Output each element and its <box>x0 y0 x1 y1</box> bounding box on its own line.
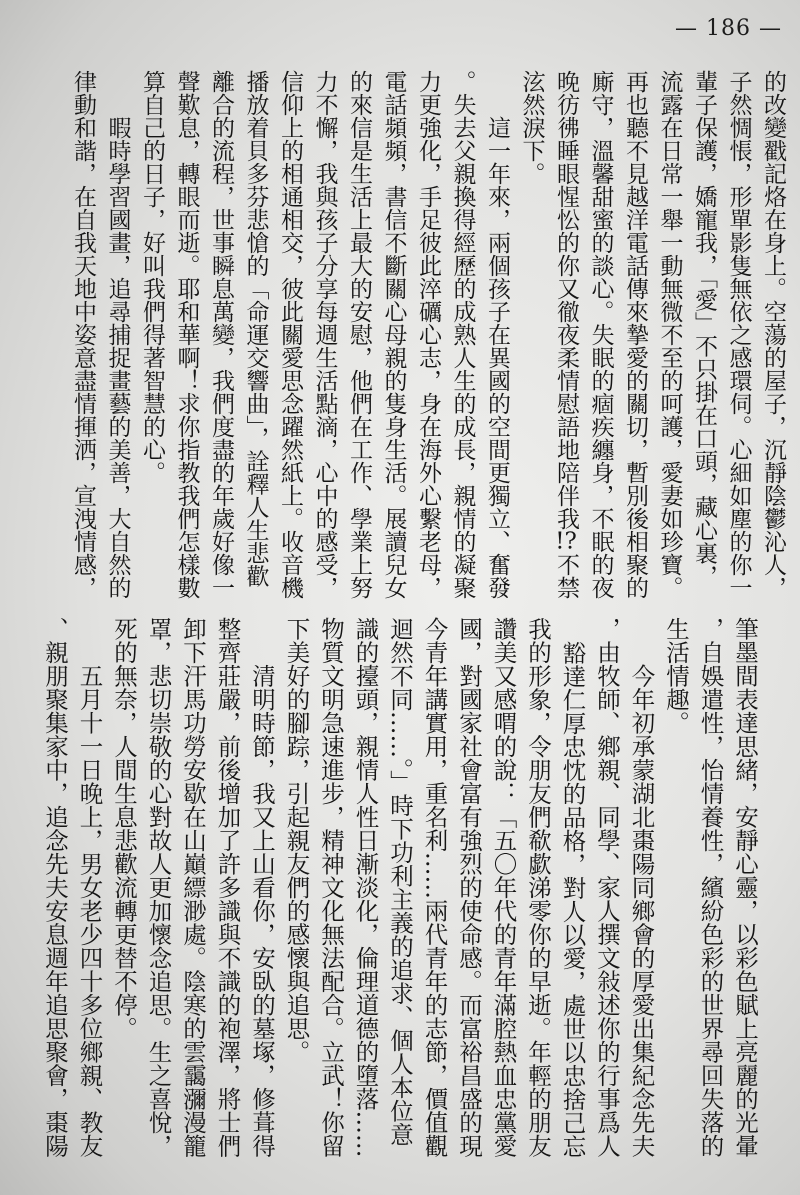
text-column: 力不懈，我與孩子分享每週生活點滴，心中的感受， <box>311 70 338 599</box>
text-column: 今青年講實用，重名利……兩代青年的志節，價值觀 <box>420 617 449 1158</box>
text-column: ，由牧師、鄉親、同學、家人撰文敍述你的行事爲人 <box>593 617 621 1158</box>
text-column: 我的形象，令朋友們欷歔涕零你的早逝。年輕的朋友 <box>524 617 552 1158</box>
text-column: 下美好的腳踪，引起親友們的感懷與追思。 <box>282 617 311 1064</box>
text-column: 識的擡頭，親情人性日漸淡化，倫理道德的墮落…… <box>351 617 380 1158</box>
page-number: — 186 — <box>675 16 782 41</box>
text-column: 死的無奈，人間生息悲歡流轉更替不停。 <box>110 617 138 1040</box>
text-segment: 不禁 <box>553 553 579 599</box>
text-column: 信仰上的相通相交，彼此關愛思念躍然紙上。收音機 <box>277 70 303 599</box>
text-column: 播放着貝多芬悲愴的「命運交響曲」，詮釋人生悲歡 <box>242 70 269 588</box>
text-column: 的改變戳記烙在身上。空蕩的屋子，沉靜陰鬱沁人， <box>760 70 786 599</box>
text-column: 生活情趣。 <box>662 617 690 735</box>
text-column: 讚美又感喟的說：「五〇年代的青年滿腔熱血忠黨愛 <box>489 617 518 1158</box>
text-column: 迴然不同……。」時下功利主義的追求、個人本位意 <box>386 617 414 1146</box>
text-column: 電話頻頻，書信不斷關心母親的隻身生活。展讀兒女 <box>380 70 407 599</box>
text-column: 。失去父親換得經歷的成熟人生的成長，親情的凝聚 <box>449 70 476 599</box>
text-column: 今年初承蒙湖北棗陽同鄉會的厚愛出集紀念先夫 <box>627 664 656 1158</box>
text-column: 子然惆悵，形單影隻無依之感環伺。心細如塵的你一 <box>725 70 752 599</box>
text-column: ，自娛遣性，怡情養性，繽紛色彩的世界尋回失落的 <box>696 617 725 1158</box>
text-column: 這一年來，兩個孩子在異國的空間更獨立、奮發 <box>484 116 510 599</box>
upper-text-block <box>65 70 790 600</box>
text-column: 再也聽不見越洋電話傳來摯愛的關切，暫別後相聚的 <box>622 70 648 599</box>
text-column: 罩，悲切崇敬的心對故人更加懷念追思。生之喜悅， <box>144 617 173 1158</box>
text-column: 離合的流程，世事瞬息萬變，我們度盡的年歲好像一 <box>208 70 234 599</box>
text-column: 算自己的日子，好叫我們得著智慧的心。 <box>139 70 165 484</box>
text-column: 廝守，溫馨甜蜜的談心。失眠的痼疾纏身，不眠的夜 <box>587 70 614 599</box>
text-column: 、親朋聚集家中，追念先夫安息週年追思聚會，棗陽 <box>41 617 69 1158</box>
text-column: 流露在日常一舉一動無微不至的呵護，愛妻如珍寶。 <box>656 70 683 599</box>
text-column: 輩子保護，嬌寵我，「愛」不只掛在口頭，藏心裏， <box>691 70 717 588</box>
text-column: 物質文明急速進步，精神文化無法配合。立武！你留 <box>317 617 345 1158</box>
text-segment-combined: !? <box>555 530 577 553</box>
text-column: 泫然淚下。 <box>518 70 545 185</box>
text-column: 清明時節，我又上山看你，安臥的墓塚，修葺得 <box>248 664 276 1158</box>
text-column: 國，對國家社會富有強烈的使命感。而富裕昌盛的現 <box>455 617 483 1158</box>
text-column: 卸下汗馬功勞安歇在山巔縹渺處。陰寒的雲靄瀰漫籠 <box>179 617 207 1158</box>
text-column: 豁達仁厚忠忱的品格，對人以愛，處世以忠捨己忘 <box>558 640 587 1158</box>
text-segment: 晚彷彿睡眼惺忪的你又徹夜柔情慰語地陪伴我 <box>553 70 579 530</box>
text-column: 整齊莊嚴，前後增加了許多識與不識的袍澤，將士們 <box>213 617 242 1158</box>
text-column: 聲歎息，轉眼而逝。耶和華啊！求你指教我們怎樣數 <box>173 70 200 599</box>
text-column: 暇時學習國畫，追尋捕捉畫藝的美善，大自然的 <box>104 116 131 599</box>
text-column: 五月十一日晚上，男女老少四十多位鄉親、教友 <box>75 664 104 1158</box>
lower-text-block <box>37 617 762 1165</box>
text-column: 筆墨間表達思緒，安靜心靈，以彩色賦上亮麗的光暈 <box>731 617 759 1158</box>
text-column <box>549 70 584 600</box>
text-column: 力更強化，手足彼此淬礪心志，身在海外心繫老母， <box>415 70 441 599</box>
text-column: 律動和諧，在自我天地中姿意盡情揮洒，宣洩情感， <box>70 70 96 599</box>
text-column: 的來信是生活上最大的安慰，他們在工作、學業上努 <box>346 70 372 599</box>
